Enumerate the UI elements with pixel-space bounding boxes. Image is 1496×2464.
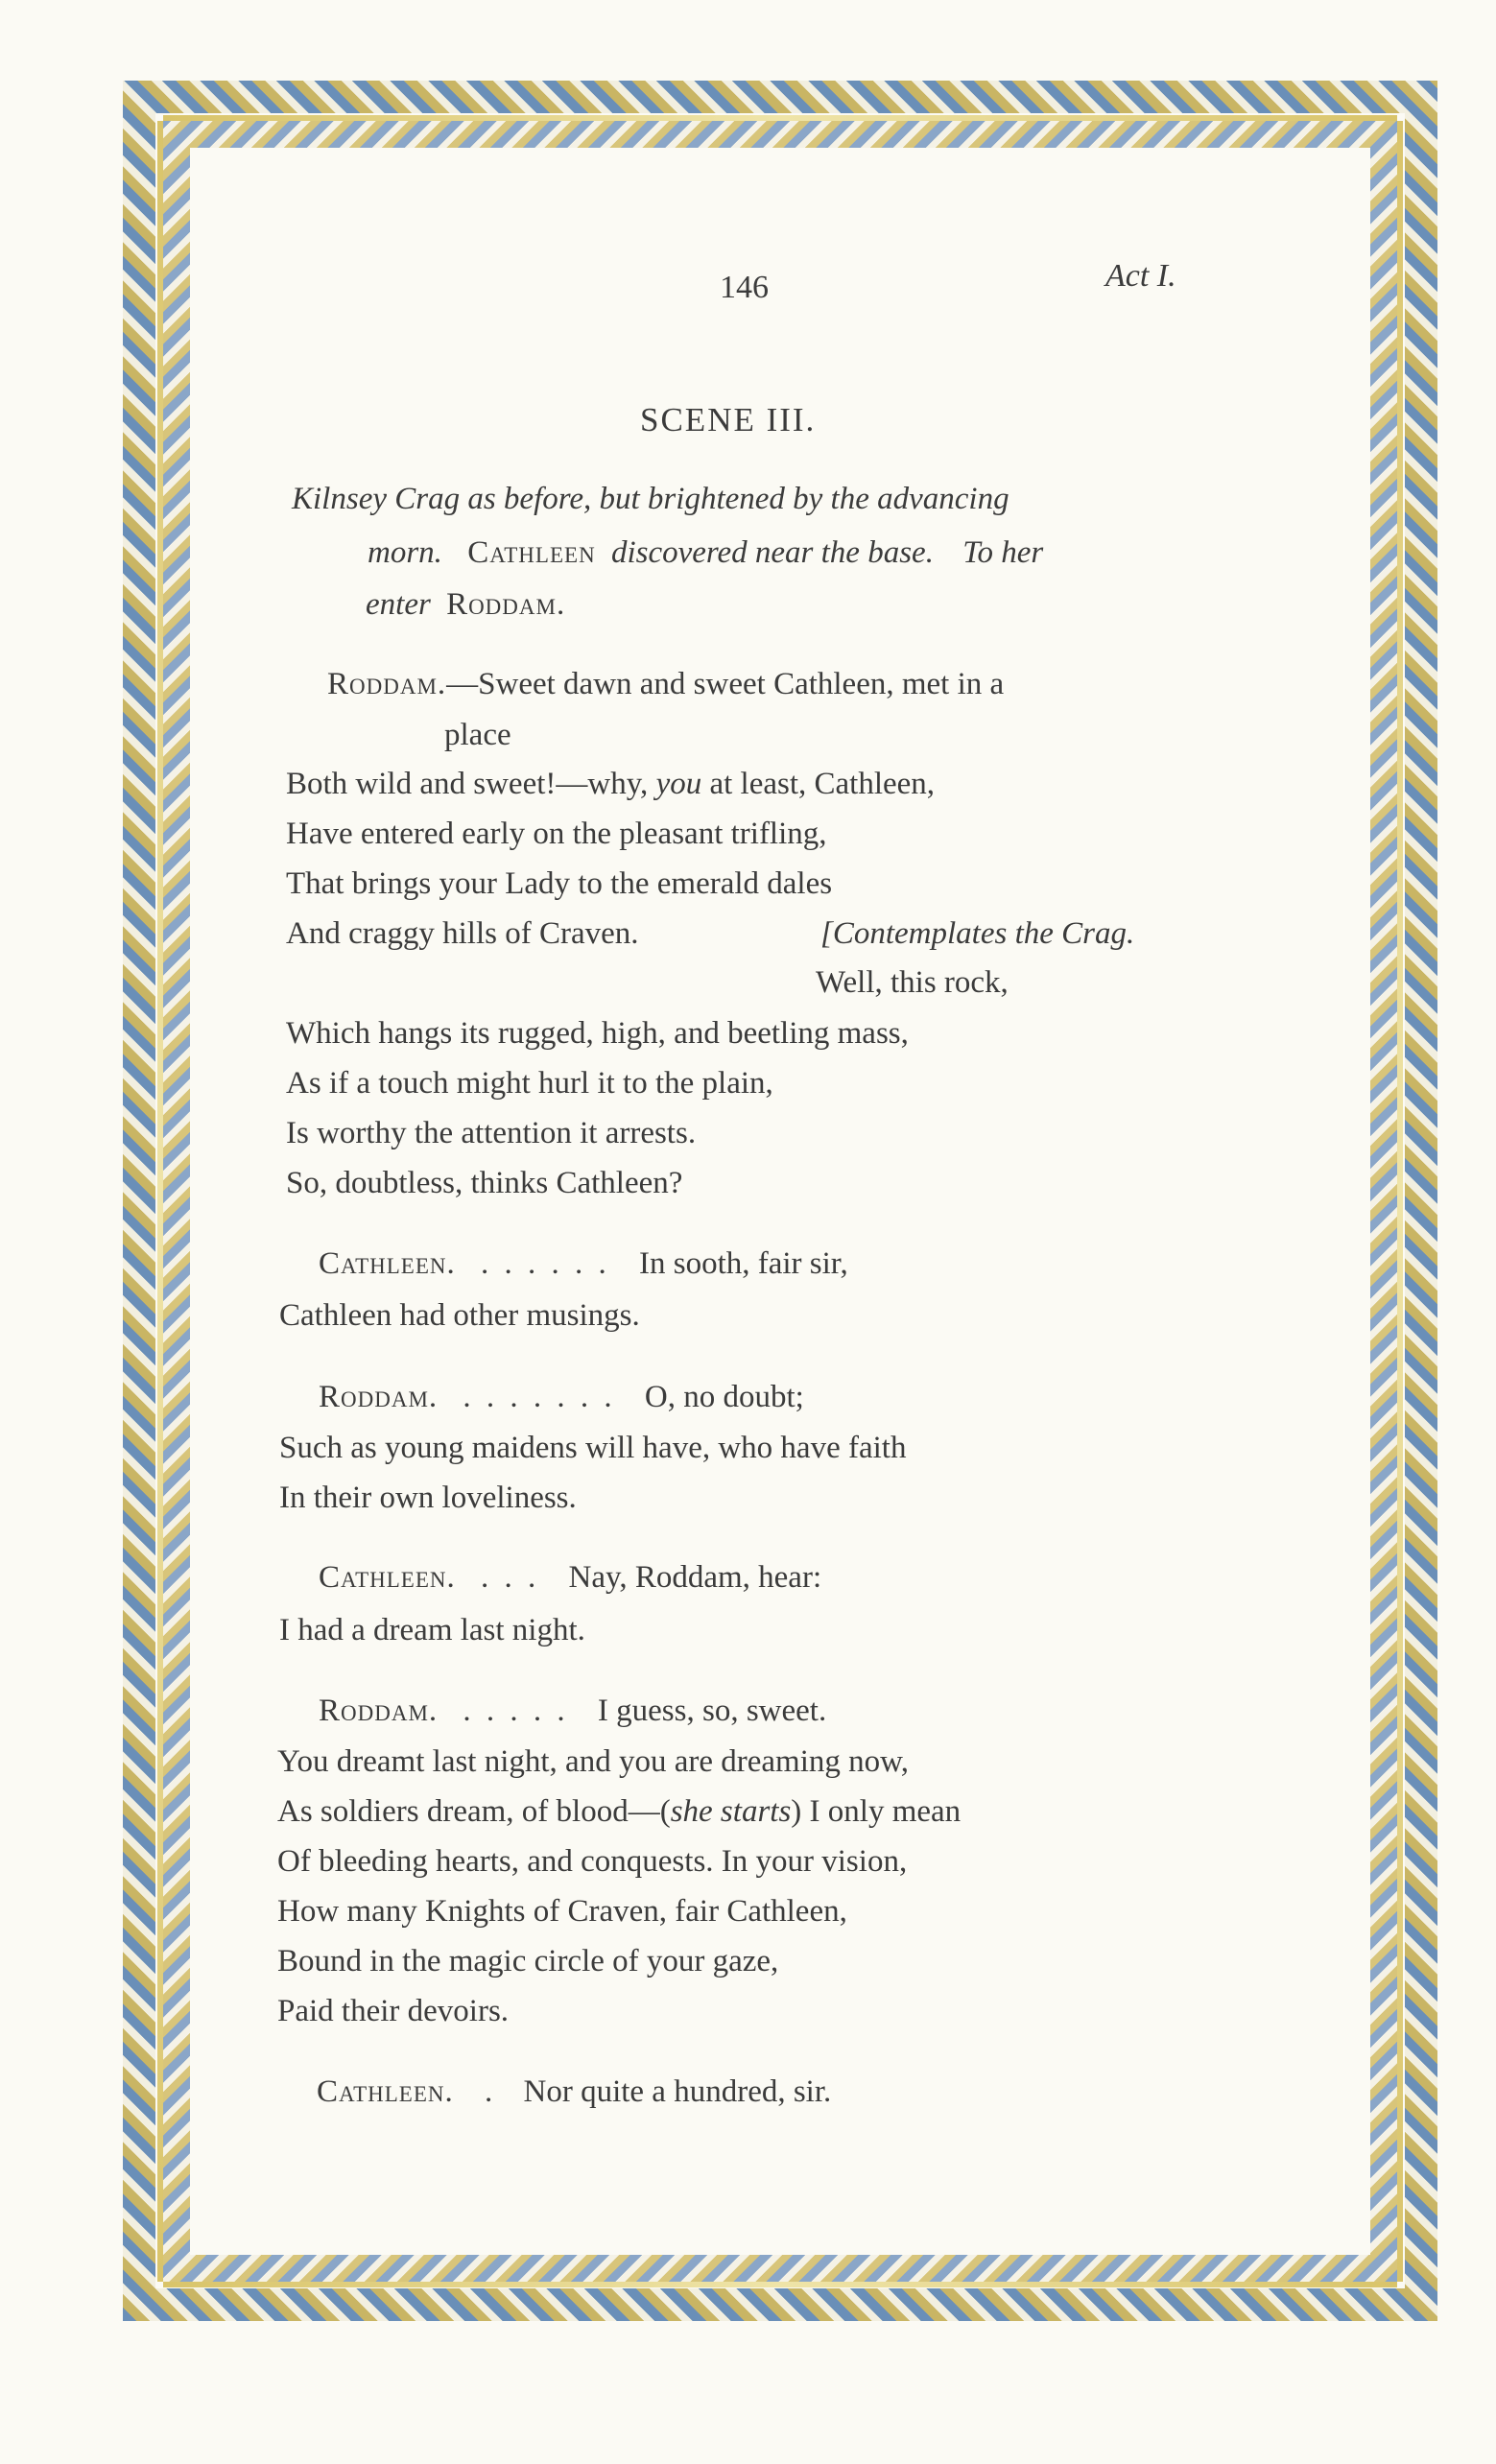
speaker-name: Cathleen. <box>319 1560 456 1595</box>
speech-line: Have entered early on the pleasant trifling, <box>286 817 827 851</box>
speech-line: place <box>444 718 511 752</box>
speech-line: That brings your Lady to the emerald dales <box>286 866 833 901</box>
speech-line: Paid their devoirs. <box>277 1994 510 2028</box>
speech-line: Roddam.—Sweet dawn and sweet Cathleen, met in a <box>327 667 1005 701</box>
speech-line: Of bleeding hearts, and conquests. In your vision, <box>277 1844 908 1879</box>
running-head-act: Act I. <box>1105 258 1176 294</box>
speech-line: Roddam. . . . . . I guess, so, sweet. <box>319 1694 827 1728</box>
speech-line: How many Knights of Craven, fair Cathleen, <box>277 1894 847 1929</box>
speech-line: Well, this rock, <box>816 965 1009 1000</box>
character-name: Cathleen <box>467 535 596 570</box>
speech-line: Bound in the magic circle of your gaze, <box>277 1944 779 1978</box>
speech-line: You dreamt last night, and you are dreaming now, <box>277 1744 910 1779</box>
speech-line: Both wild and sweet!—why, you at least, Cathleen, <box>286 767 936 801</box>
speech-line: Is worthy the attention it arrests. <box>286 1116 697 1150</box>
speech-line: And craggy hills of Craven. <box>286 916 639 951</box>
gold-rule-left <box>157 121 163 2282</box>
speaker-name: Cathleen. <box>317 2074 454 2109</box>
speaker-name: Roddam. <box>319 1694 439 1728</box>
gold-rule-top <box>163 115 1397 121</box>
gold-rule-right <box>1397 121 1403 2282</box>
stage-direction: [Contemplates the Crag. <box>820 916 1135 951</box>
speech-line: I had a dream last night. <box>279 1613 585 1647</box>
speech-line: Cathleen. . Nor quite a hundred, sir. <box>317 2074 832 2109</box>
speech-line: In their own loveliness. <box>279 1481 577 1515</box>
stage-direction-line: enter Roddam. <box>366 587 566 622</box>
page-number: 146 <box>720 270 769 305</box>
stage-direction-line: Kilnsey Crag as before, but brightened by the advancing <box>292 482 1009 516</box>
speaker-name: Roddam. <box>319 1380 439 1414</box>
speech-line: As soldiers dream, of blood—(she starts) I only mean <box>277 1794 962 1829</box>
speech-line: Which hangs its rugged, high, and beetling mass, <box>286 1016 909 1051</box>
speech-line: Cathleen. . . . . . . In sooth, fair sir, <box>319 1246 848 1281</box>
scene-title: SCENE III. <box>640 401 817 438</box>
speech-line: Cathleen had other musings. <box>279 1298 640 1333</box>
speaker-name: Roddam. <box>327 667 447 701</box>
stage-direction-line: morn. Cathleen discovered near the base. To her <box>368 535 1044 570</box>
speech-line: Cathleen. . . . Nay, Roddam, hear: <box>319 1560 822 1595</box>
character-name: Roddam. <box>446 587 566 622</box>
gold-rule-bottom <box>163 2282 1397 2287</box>
speech-line: Such as young maidens will have, who have faith <box>279 1431 907 1465</box>
speaker-name: Cathleen. <box>319 1246 456 1281</box>
speech-line: As if a touch might hurl it to the plain, <box>286 1066 773 1101</box>
speech-line: So, doubtless, thinks Cathleen? <box>286 1166 683 1200</box>
speech-line: Roddam. . . . . . . . O, no doubt; <box>319 1380 804 1414</box>
